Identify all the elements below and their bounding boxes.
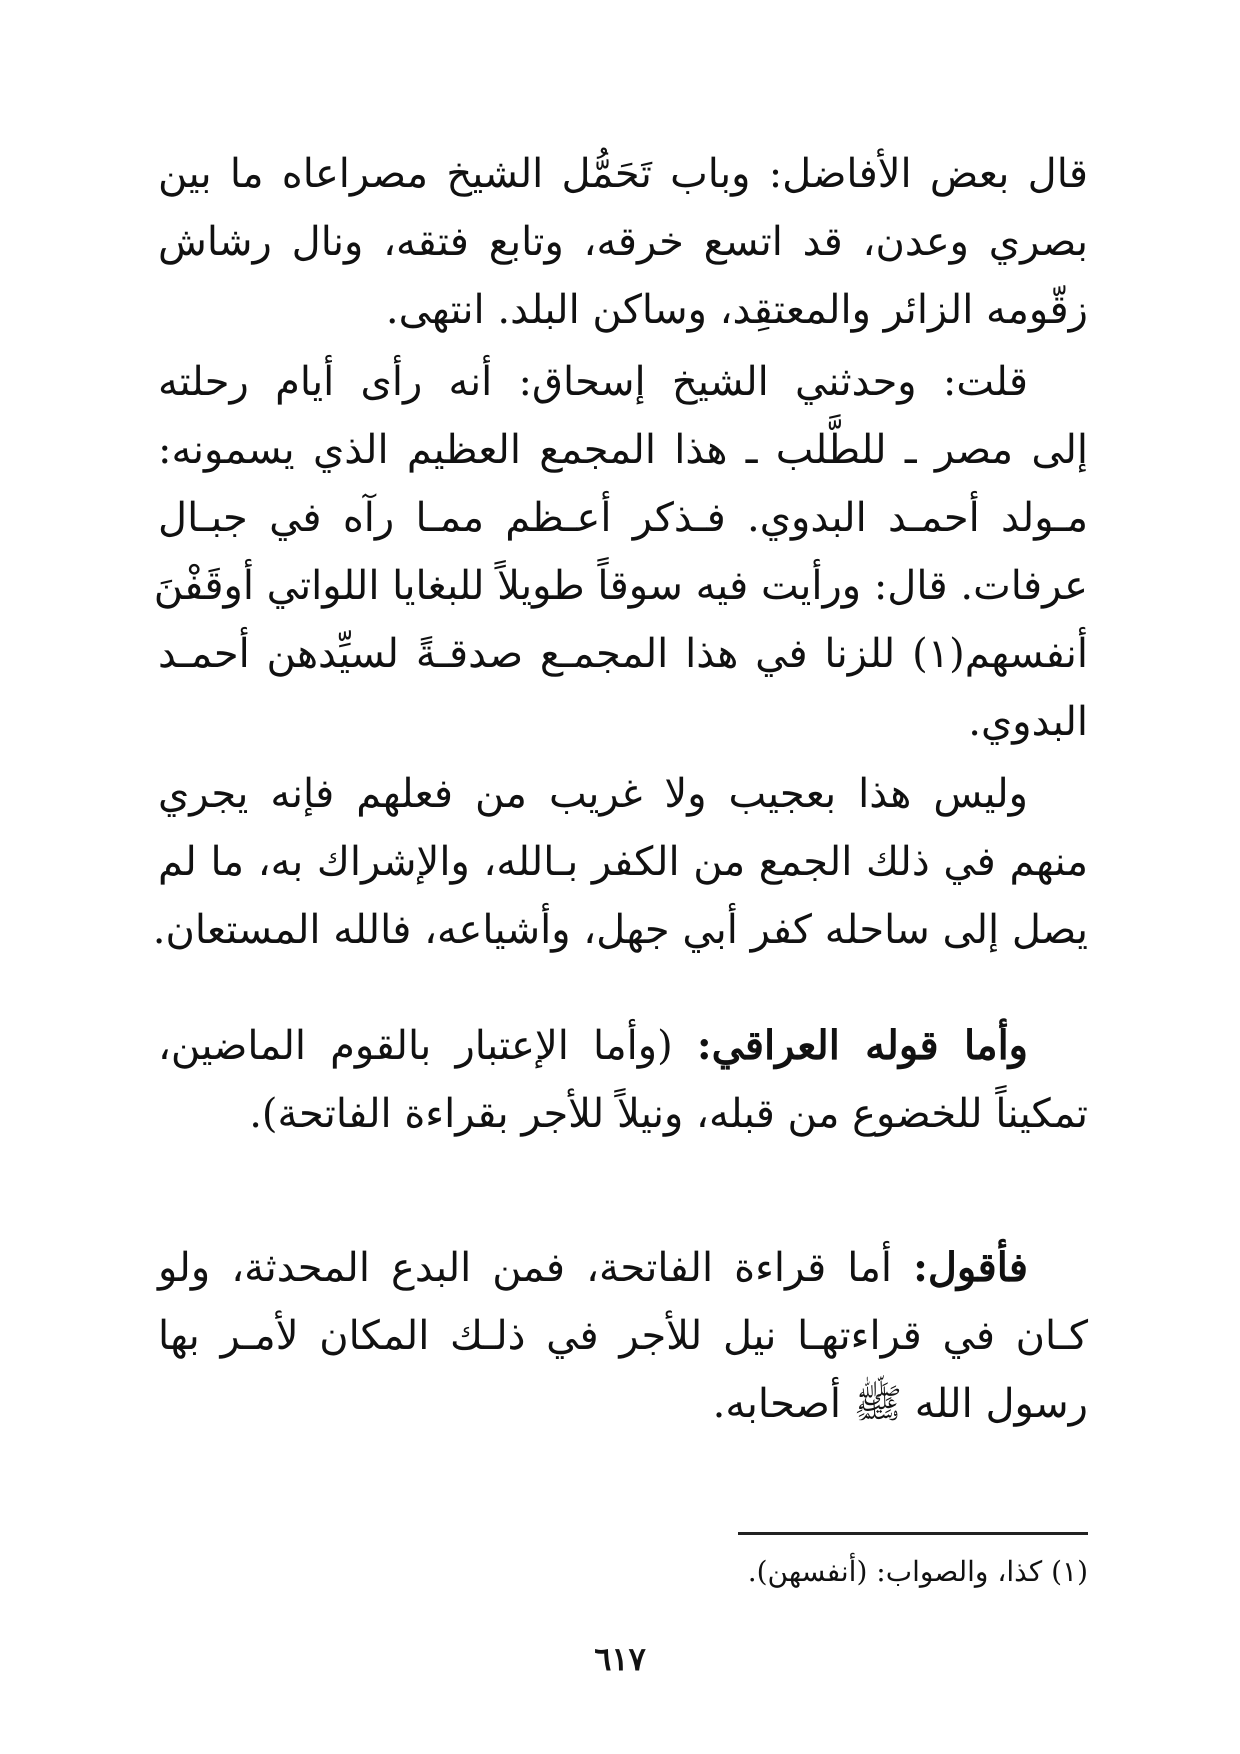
paragraph-2 [153, 348, 1088, 756]
text-line: مـولد أحمـد البدوي. فـذكر أعـظم ممـا رآه في جبـال [158, 495, 1088, 541]
text-line [158, 1234, 1088, 1302]
text-line: يصل إلى ساحله كفر أبي جهل، وأشياعه، فالله المستعان. [152, 907, 1088, 953]
text-line: رسول الله ﷺ أصحابه. [712, 1381, 1088, 1427]
page-number: ٦١٧ [594, 1640, 646, 1678]
text-line [158, 1012, 1088, 1080]
bold-lead: فأقول: [913, 1244, 1028, 1291]
text-line: قلت: وحدثني الشيخ إسحاق: أنه رأى أيام رحلته [158, 359, 1028, 405]
text-line: تمكيناً للخضوع من قبله، ونيلاً للأجر بقراءة الفاتحة). [249, 1091, 1088, 1137]
text-line: عرفات. قال: ورأيت فيه سوقاً طويلاً للبغايا اللواتي أوقَفْنَ [153, 563, 1088, 609]
text-run: أما قراءة الفاتحة، فمن البدع المحدثة، ولو [158, 1245, 914, 1291]
text-line: منهم في ذلك الجمع من الكفر بـالله، والإشراك به، ما لم [158, 839, 1088, 885]
paragraph-1 [158, 140, 1088, 344]
text-line: بصري وعدن، قد اتسع خرقه، وتابع فتقه، ونال رشاش [158, 219, 1088, 265]
footnote-divider [738, 1532, 1088, 1535]
bold-lead: وأما قوله العراقي: [696, 1022, 1028, 1069]
paragraph-3 [152, 760, 1088, 964]
text-line: قال بعض الأفاضل: وباب تَحَمُّل الشيخ مصراعاه ما بين [158, 151, 1088, 197]
footnote: (١) كذا، والصواب: (أنفسهن). [747, 1555, 1088, 1588]
text-line: وليس هذا بعجيب ولا غريب من فعلهم فإنه يجري [158, 771, 1028, 817]
text-line: كـان في قراءتهـا نيل للأجر في ذلـك المكان لأمـر بها [158, 1313, 1088, 1359]
text-line: البدوي. [968, 699, 1088, 745]
text-run: (وأما الإعتبار بالقوم الماضين، [158, 1023, 697, 1069]
paragraph-5 [158, 1234, 1088, 1438]
paragraph-4 [158, 1012, 1088, 1148]
text-line: إلى مصر ـ للطَّلب ـ هذا المجمع العظيم الذي يسمونه: [158, 427, 1088, 473]
text-line: أنفسهم(١) للزنا في هذا المجمـع صدقـةً لسيِّدهن أحمـد [158, 631, 1088, 677]
text-line: زقّومه الزائر والمعتقِد، وساكن البلد. انتهى. [385, 287, 1088, 333]
